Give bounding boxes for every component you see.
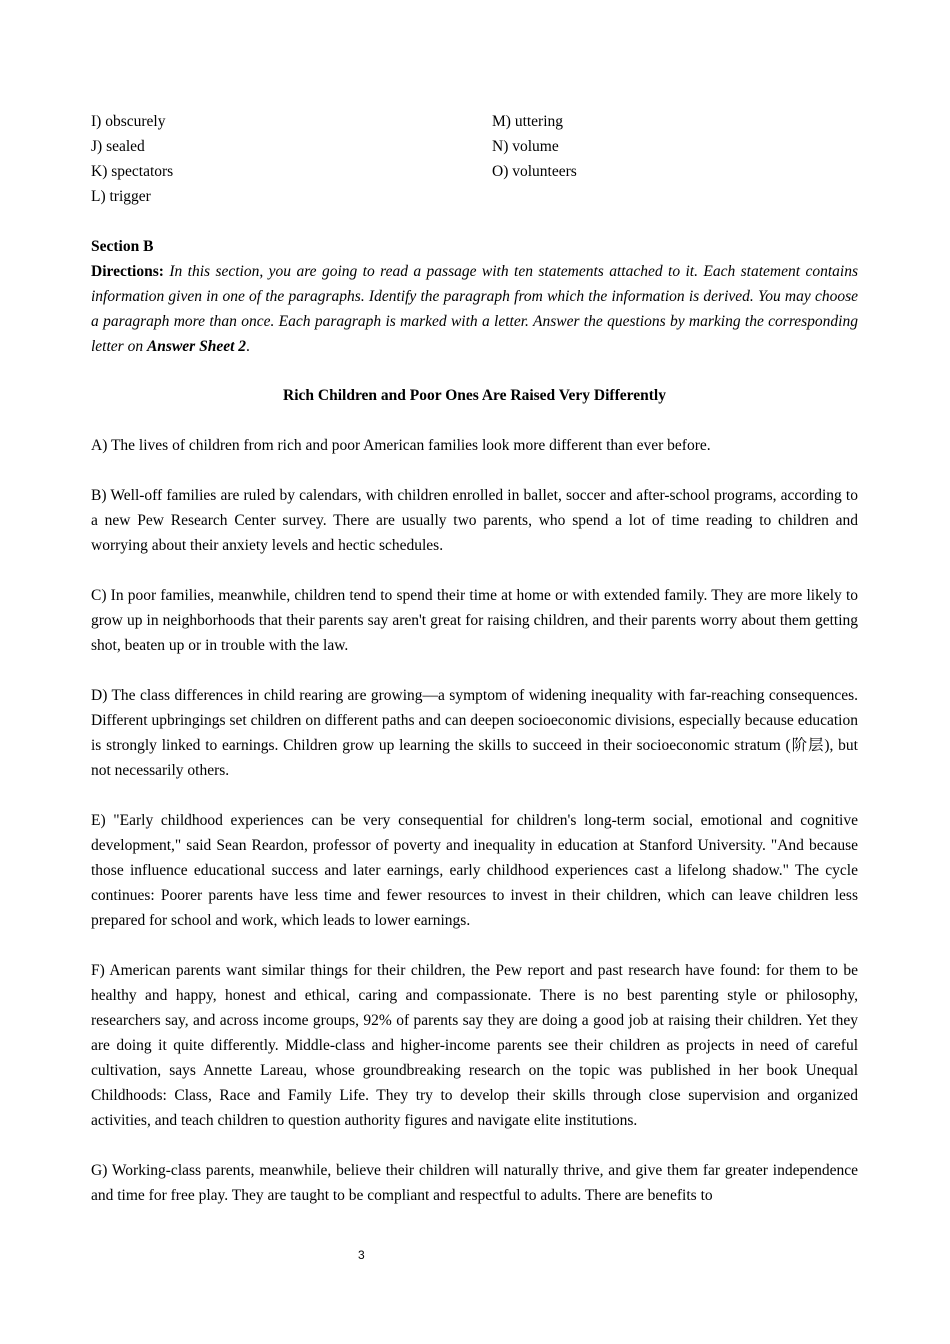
paragraph-d: D) The class differences in child rearing are growing—a symptom of widening inequality with far-reaching consequences. Different upbringings set children on different paths and can deepen socioeconomic divisions, especially because education is strongly linked to earnings. Children grow up learning the skills to succeed in their socioeconomic stratum (阶层), but not necessarily others. [91,687,858,779]
option-k: K) spectators [91,163,174,180]
directions-period: . [246,338,250,355]
word-bank-right-column [492,109,858,209]
paragraph-g: G) Working-class parents, meanwhile, believe their children will naturally thrive, and give them far greater independence and time for free play. They are taught to be compliant and respectful to adults. There are benefits to [91,1162,858,1204]
option-m: M) uttering [492,113,564,130]
word-bank-left-column [91,109,492,209]
passage-title: Rich Children and Poor Ones Are Raised Very Differently [283,387,666,404]
paragraph-a: A) The lives of children from rich and poor American families look more different than ever before. [91,437,711,454]
paragraph-b: B) Well-off families are ruled by calendars, with children enrolled in ballet, soccer and after-school programs, according to a new Pew Research Center survey. There are usually two parents, who spend a lot of time reading to children and worrying about their anxiety levels and hectic schedules. [91,487,858,554]
option-l: L) trigger [91,188,151,205]
paragraph-f: F) American parents want similar things for their children, the Pew report and past research have found: for them to be healthy and happy, honest and ethical, caring and compassionate. There is no best parenting style or philosophy, researchers say, and across income groups, 92% of parents say they are doing a good job at raising their children. Yet they are doing it quite differently. Middle-class and higher-income parents see their children as projects in need of careful cultivation, says Annette Lareau, whose groundbreaking research on the topic was published in her book Unequal Childhoods: Class, Race and Family Life. They try to develop their skills through close supervision and organized activities, and teach children to question authority figures and navigate elite institutions. [91,962,858,1129]
word-bank-options [91,109,858,209]
paragraph-e: E) "Early childhood experiences can be very consequential for children's long-term social, emotional and cognitive development," said Sean Reardon, professor of poverty and inequality in education at Stanford University. "And because those influence educational success and later earnings, early childhood experiences cast a lifelong shadow." The cycle continues: Poorer parents have less time and fewer resources to invest in their children, which can leave children less prepared for school and work, which leads to lower earnings. [91,812,858,929]
directions-text: In this section, you are going to read a passage with ten statements attached to it. Each statement contains information given in one of the paragraphs. Identify the paragraph from which the information is derived. You may choose a paragraph more than once. Each paragraph is marked with a letter. Answer the questions by marking the corresponding letter on [91,263,858,355]
option-j: J) sealed [91,138,145,155]
option-o: O) volunteers [492,163,577,180]
page-number: 3 [358,1248,365,1262]
answer-sheet-ref: Answer Sheet 2 [146,338,247,355]
option-i: I) obscurely [91,113,166,130]
page-content [91,109,858,1208]
directions [91,259,858,359]
directions-label: Directions: [91,263,164,280]
paragraph-c: C) In poor families, meanwhile, children tend to spend their time at home or with extended family. They are more likely to grow up in neighborhoods that their parents say aren't great for raising children, and their parents worry about them getting shot, beaten up or in trouble with the law. [91,587,858,654]
section-title: Section B [91,238,154,255]
option-n: N) volume [492,138,559,155]
